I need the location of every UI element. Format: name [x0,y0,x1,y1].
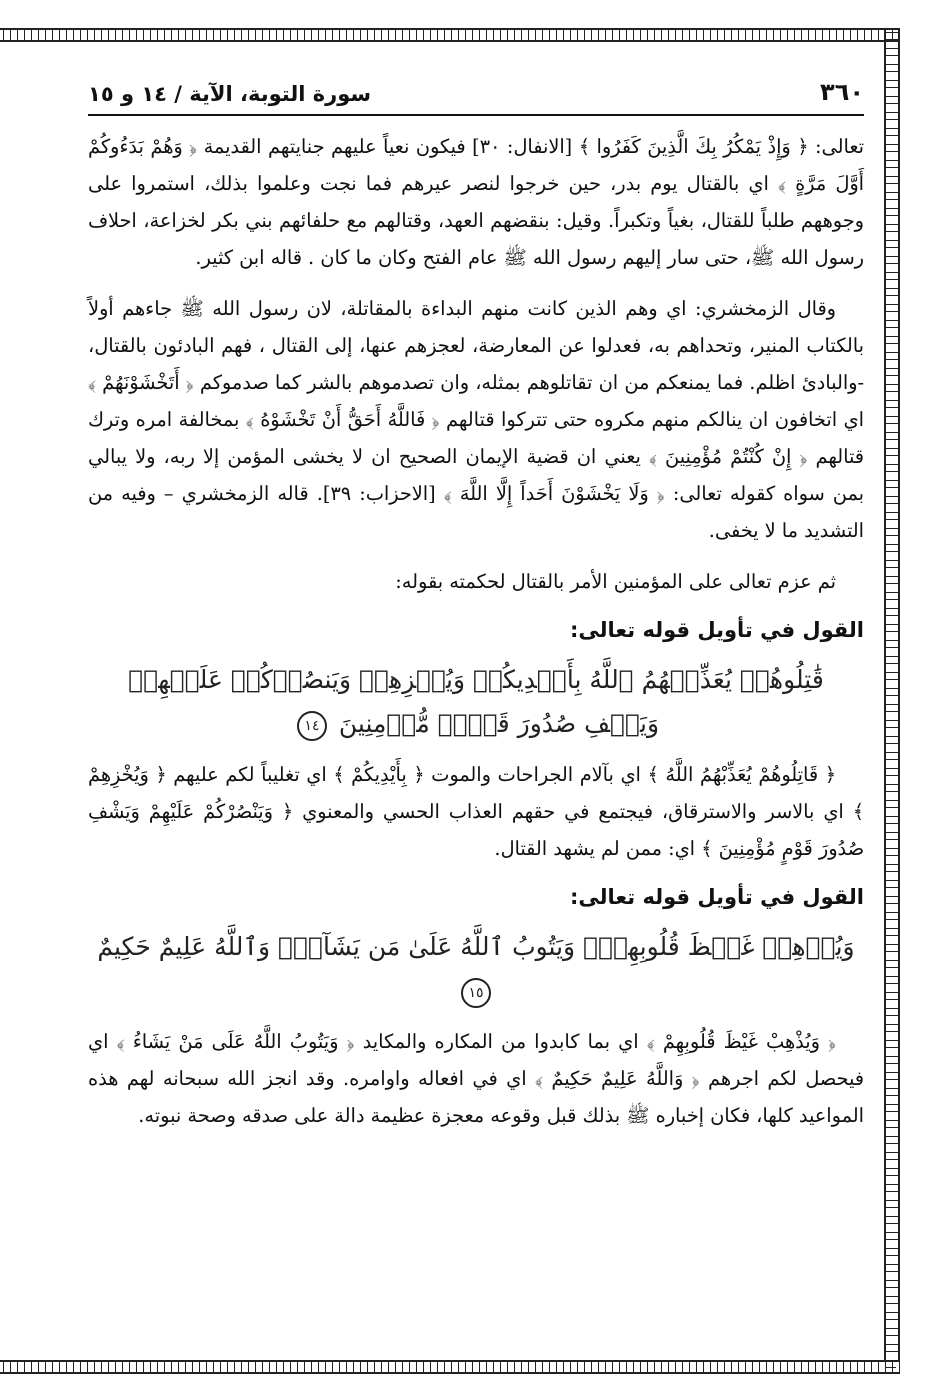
book-page [88,78,864,1148]
ornamental-border-right [884,28,900,1374]
quran-verse-15 [88,925,864,1013]
quran-verse-14 [88,658,864,746]
verse-15-text: وَيُذۡهِبۡ غَيۡظَ قُلُوبِهِمۡۗ وَيَتُوبُ ٱللَّهُ عَلَىٰ مَن يَشَآءُۗ وَٱللَّهُ عَلِيمٌ حَكِيمٌ [97,932,855,961]
verse-14-number: ١٤ [297,711,327,741]
paragraph-1: تعالى: ﴿ وَإِذْ يَمْكُرُ بِكَ الَّذِينَ كَفَرُوا ﴾ [الانفال: ٣٠] فيكون نعياً عليهم جنايتهم القديمة ﴿ وَهُمْ بَدَءُوكُمْ أَوَّلَ مَرَّةٍ ﴾ اي بالقتال يوم بدر، حين خرجوا لنصر عيرهم فما نجت وعلموا بذلك، استمروا على وجوههم طلباً للقتال، بغياً وتكبراً. وقيل: بنقضهم العهد، وقتالهم مع حلفائهم بني بكر لخزاعة، احلاف رسول الله ﷺ، حتى سار إليهم رسول الله ﷺ عام الفتح وكان ما كان . قاله ابن كثير. [88,135,865,269]
chapter-title: سورة التوبة، الآية / ١٤ و ١٥ [88,82,372,106]
page-number: ٣٦٠ [820,78,864,106]
section-heading-1: القول في تأويل قوله تعالى: [570,618,864,642]
paragraph-4: ﴿ قَاتِلُوهُمْ يُعَذِّبْهُمُ اللَّهُ ﴾ اي بآلام الجراحات والموت ﴿ بِأَيْدِيكُمْ ﴾ اي تغليباً لكم عليهم ﴿ وَيُخْزِهِمْ ﴾ اي بالاسر والاسترقاق، فيجتمع في حقهم العذاب الحسي والمعنوي ﴿ وَيَنْصُرْكُمْ عَلَيْهِمْ وَيَشْفِ صُدُورَ قَوْمٍ مُؤْمِنِينَ ﴾ اي: ممن لم يشهد القتال. [88,763,864,860]
verse-15-number: ١٥ [461,978,491,1008]
page-body [88,116,864,1134]
ornamental-border-top [0,28,900,42]
paragraph-5: ﴿ وَيُذْهِبْ غَيْظَ قُلُوبِهِمْ ﴾ اي بما كابدوا من المكاره والمكايد ﴿ وَيَتُوبُ اللَّهُ عَلَى مَنْ يَشَاءُ ﴾ اي فيحصل لكم اجرهم ﴿ وَاللَّهُ عَلِيمٌ حَكِيمٌ ﴾ اي في افعاله واوامره. وقد انجز الله سبحانه لهم هذه المواعيد كلها، فكان إخباره ﷺ بذلك قبل وقوعه معجزة عظيمة دالة على صدقه وصحة نبوته. [88,1030,864,1127]
paragraph-3: ثم عزم تعالى على المؤمنين الأمر بالقتال لحكمته بقوله: [395,570,836,593]
running-header [88,78,864,116]
verse-14-text: قَٰتِلُوهُمۡ يُعَذِّبۡهُمُ ٱللَّهُ بِأَيۡدِيكُمۡ وَيُخۡزِهِمۡ وَيَنصُرۡكُمۡ عَلَيۡهِمۡ وَيَشۡفِ صُدُورَ قَوۡمٖ مُّؤۡمِنِينَ [128,665,824,738]
paragraph-2: وقال الزمخشري: اي وهم الذين كانت منهم البداءة بالمقاتلة، لان رسول الله ﷺ جاءهم أولاً بالكتاب المنير، وتحداهم به، فعدلوا عن المعارضة، لعجزهم عنها، إلى القتال ، فهم البادئون بالقتال، -والبادئ اظلم. فما يمنعكم من ان تقاتلوهم بمثله، وان تصدموهم بالشر كما صدموكم ﴿ أَتَخْشَوْنَهُمْ ﴾ اي اتخافون ان ينالكم منهم مكروه حتى تتركوا قتالهم ﴿ فَاللَّهُ أَحَقُّ أَنْ تَخْشَوْهُ ﴾ بمخالفة امره وترك قتالهم ﴿ إِنْ كُنْتُمْ مُؤْمِنِينَ ﴾ يعني ان قضية الإيمان الصحيح ان لا يخشى المؤمن إلا ربه، ولا يبالي بمن سواه كقوله تعالى: ﴿ وَلَا يَخْشَوْنَ أَحَداً إِلَّا اللَّهَ ﴾ [الاحزاب: ٣٩]. قاله الزمخشري – وفيه من التشديد ما لا يخفى. [88,297,864,542]
ornamental-border-bottom [0,1360,900,1374]
section-heading-2: القول في تأويل قوله تعالى: [570,885,864,909]
